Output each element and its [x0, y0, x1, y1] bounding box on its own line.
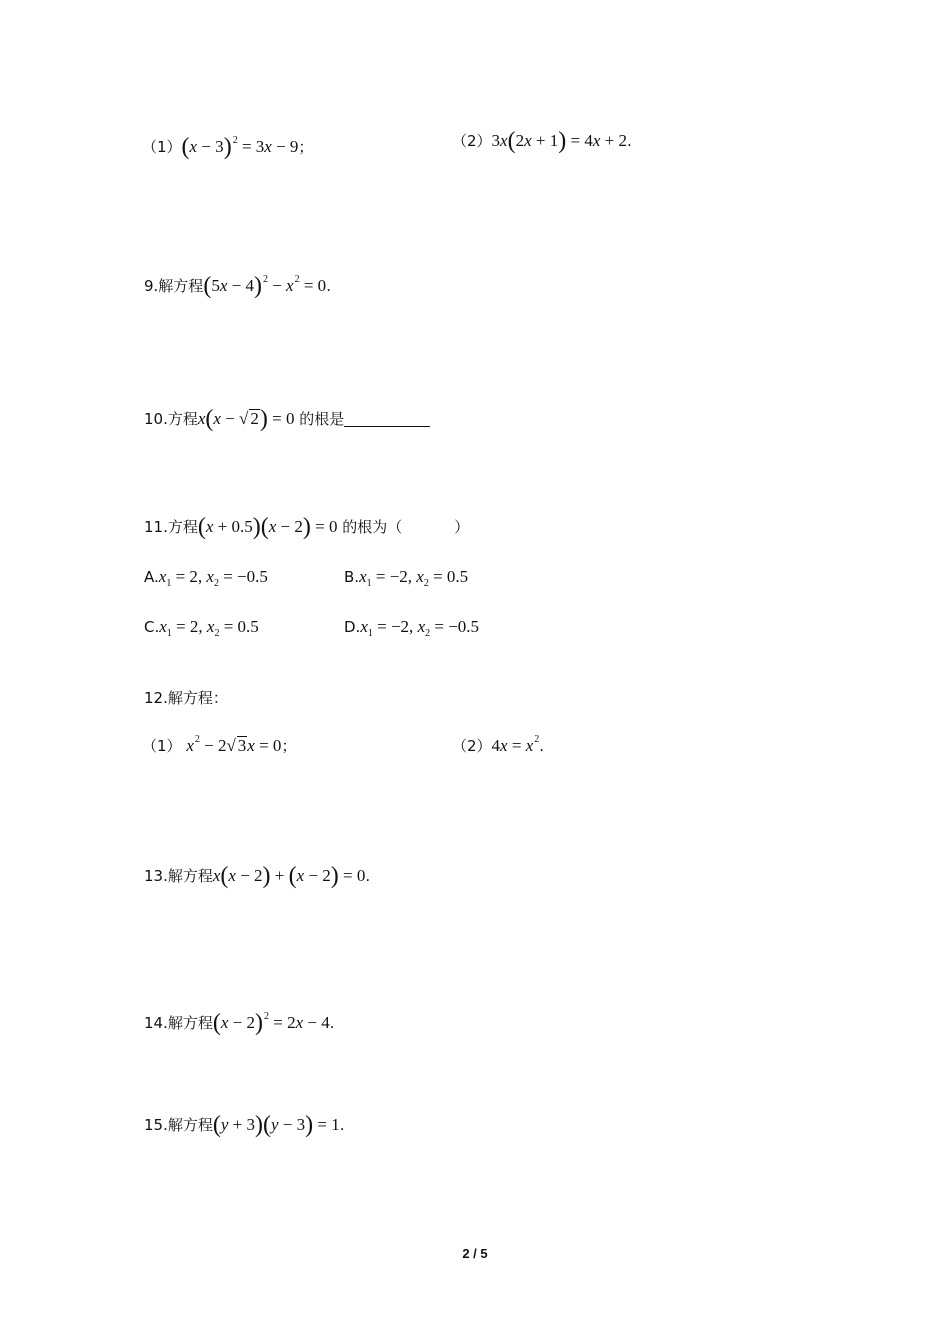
q8-part1-end: ； — [298, 138, 314, 156]
question-11 — [144, 513, 469, 541]
q11-option-c[interactable] — [144, 613, 259, 648]
q13-end: . — [365, 867, 371, 885]
q14-end: . — [329, 1014, 335, 1032]
page-number: 2 / 5 — [462, 1246, 488, 1261]
q11-option-d[interactable] — [344, 613, 479, 648]
q12-part2-equation: $4x = x^2$ — [491, 734, 540, 755]
q13-label: 13.解方程 — [144, 867, 213, 885]
option-d-letter: D. — [344, 618, 361, 636]
question-14 — [144, 1003, 335, 1037]
option-c-text: $x_1 = 2$, $x_2 = 0.5$ — [159, 617, 259, 639]
q14-label: 14.解方程 — [144, 1014, 213, 1032]
q12-part2-end: . — [539, 737, 545, 755]
question-12 — [144, 684, 228, 712]
q14-equation: $(x - 2)^2 = 2x - 4$ — [212, 1010, 330, 1036]
q9-equation: $(5x - 4)^2 - x^2 = 0$ — [203, 273, 327, 299]
q15-equation: (y + 3)(y − 3) = 1 — [212, 1112, 340, 1138]
q8-part1-label: （1） — [142, 138, 182, 156]
q11-equation: (x + 0.5)(x − 2) = 0 — [197, 514, 338, 540]
q11-option-b[interactable] — [344, 563, 468, 598]
q8-part2-end: . — [626, 132, 632, 150]
q8-part1-equation: $(x - 3)^2 = 3x - 9$ — [181, 134, 299, 160]
q10-label: 10.方程 — [144, 410, 198, 428]
q11-label: 11.方程 — [144, 518, 198, 536]
q9-end: . — [326, 277, 331, 295]
option-b-letter: B. — [344, 568, 360, 586]
q8-part2 — [452, 127, 632, 155]
q10-tail: 的根是 — [299, 410, 345, 428]
q12-part1 — [142, 726, 296, 760]
question-15 — [144, 1111, 345, 1139]
q10-equation: x(x − √ 2) = 0 — [197, 406, 295, 432]
q12-part1-label: （1） — [142, 737, 182, 755]
q11-tail: 的根为（ — [342, 518, 403, 536]
q9-label: 9.解方程 — [144, 277, 204, 295]
q12-part1-end: ； — [281, 737, 297, 755]
option-a-letter: A. — [144, 568, 159, 586]
q15-label: 15.解方程 — [144, 1116, 213, 1134]
question-13 — [144, 862, 370, 890]
q8-part2-label: （2） — [452, 132, 492, 150]
q13-equation: x(x − 2) + (x − 2) = 0 — [212, 863, 366, 889]
q8-part1 — [142, 127, 313, 161]
q8-part2-equation: 3x(2x + 1) = 4x + 2 — [491, 128, 627, 154]
q12-label: 12.解方程： — [144, 689, 228, 707]
q15-end: . — [339, 1116, 345, 1134]
q12-part1-equation: $x^2 - 2√$ 3x = 0 — [186, 734, 282, 755]
q11-option-a[interactable] — [144, 563, 268, 598]
question-9 — [144, 266, 331, 300]
q12-part2-label: （2） — [452, 737, 492, 755]
q12-part2 — [452, 726, 544, 760]
option-d-text: $x_1 = -2$, $x_2 = -0.5$ — [360, 617, 480, 639]
q11-close: ） — [454, 518, 470, 536]
question-10 — [144, 405, 430, 433]
option-c-letter: C. — [144, 618, 160, 636]
q10-answer-blank[interactable] — [344, 410, 430, 427]
option-b-text: $x_1 = -2$, $x_2 = 0.5$ — [359, 567, 469, 589]
option-a-text: $x_1 = 2$, $x_2 = -0.5$ — [158, 567, 268, 589]
